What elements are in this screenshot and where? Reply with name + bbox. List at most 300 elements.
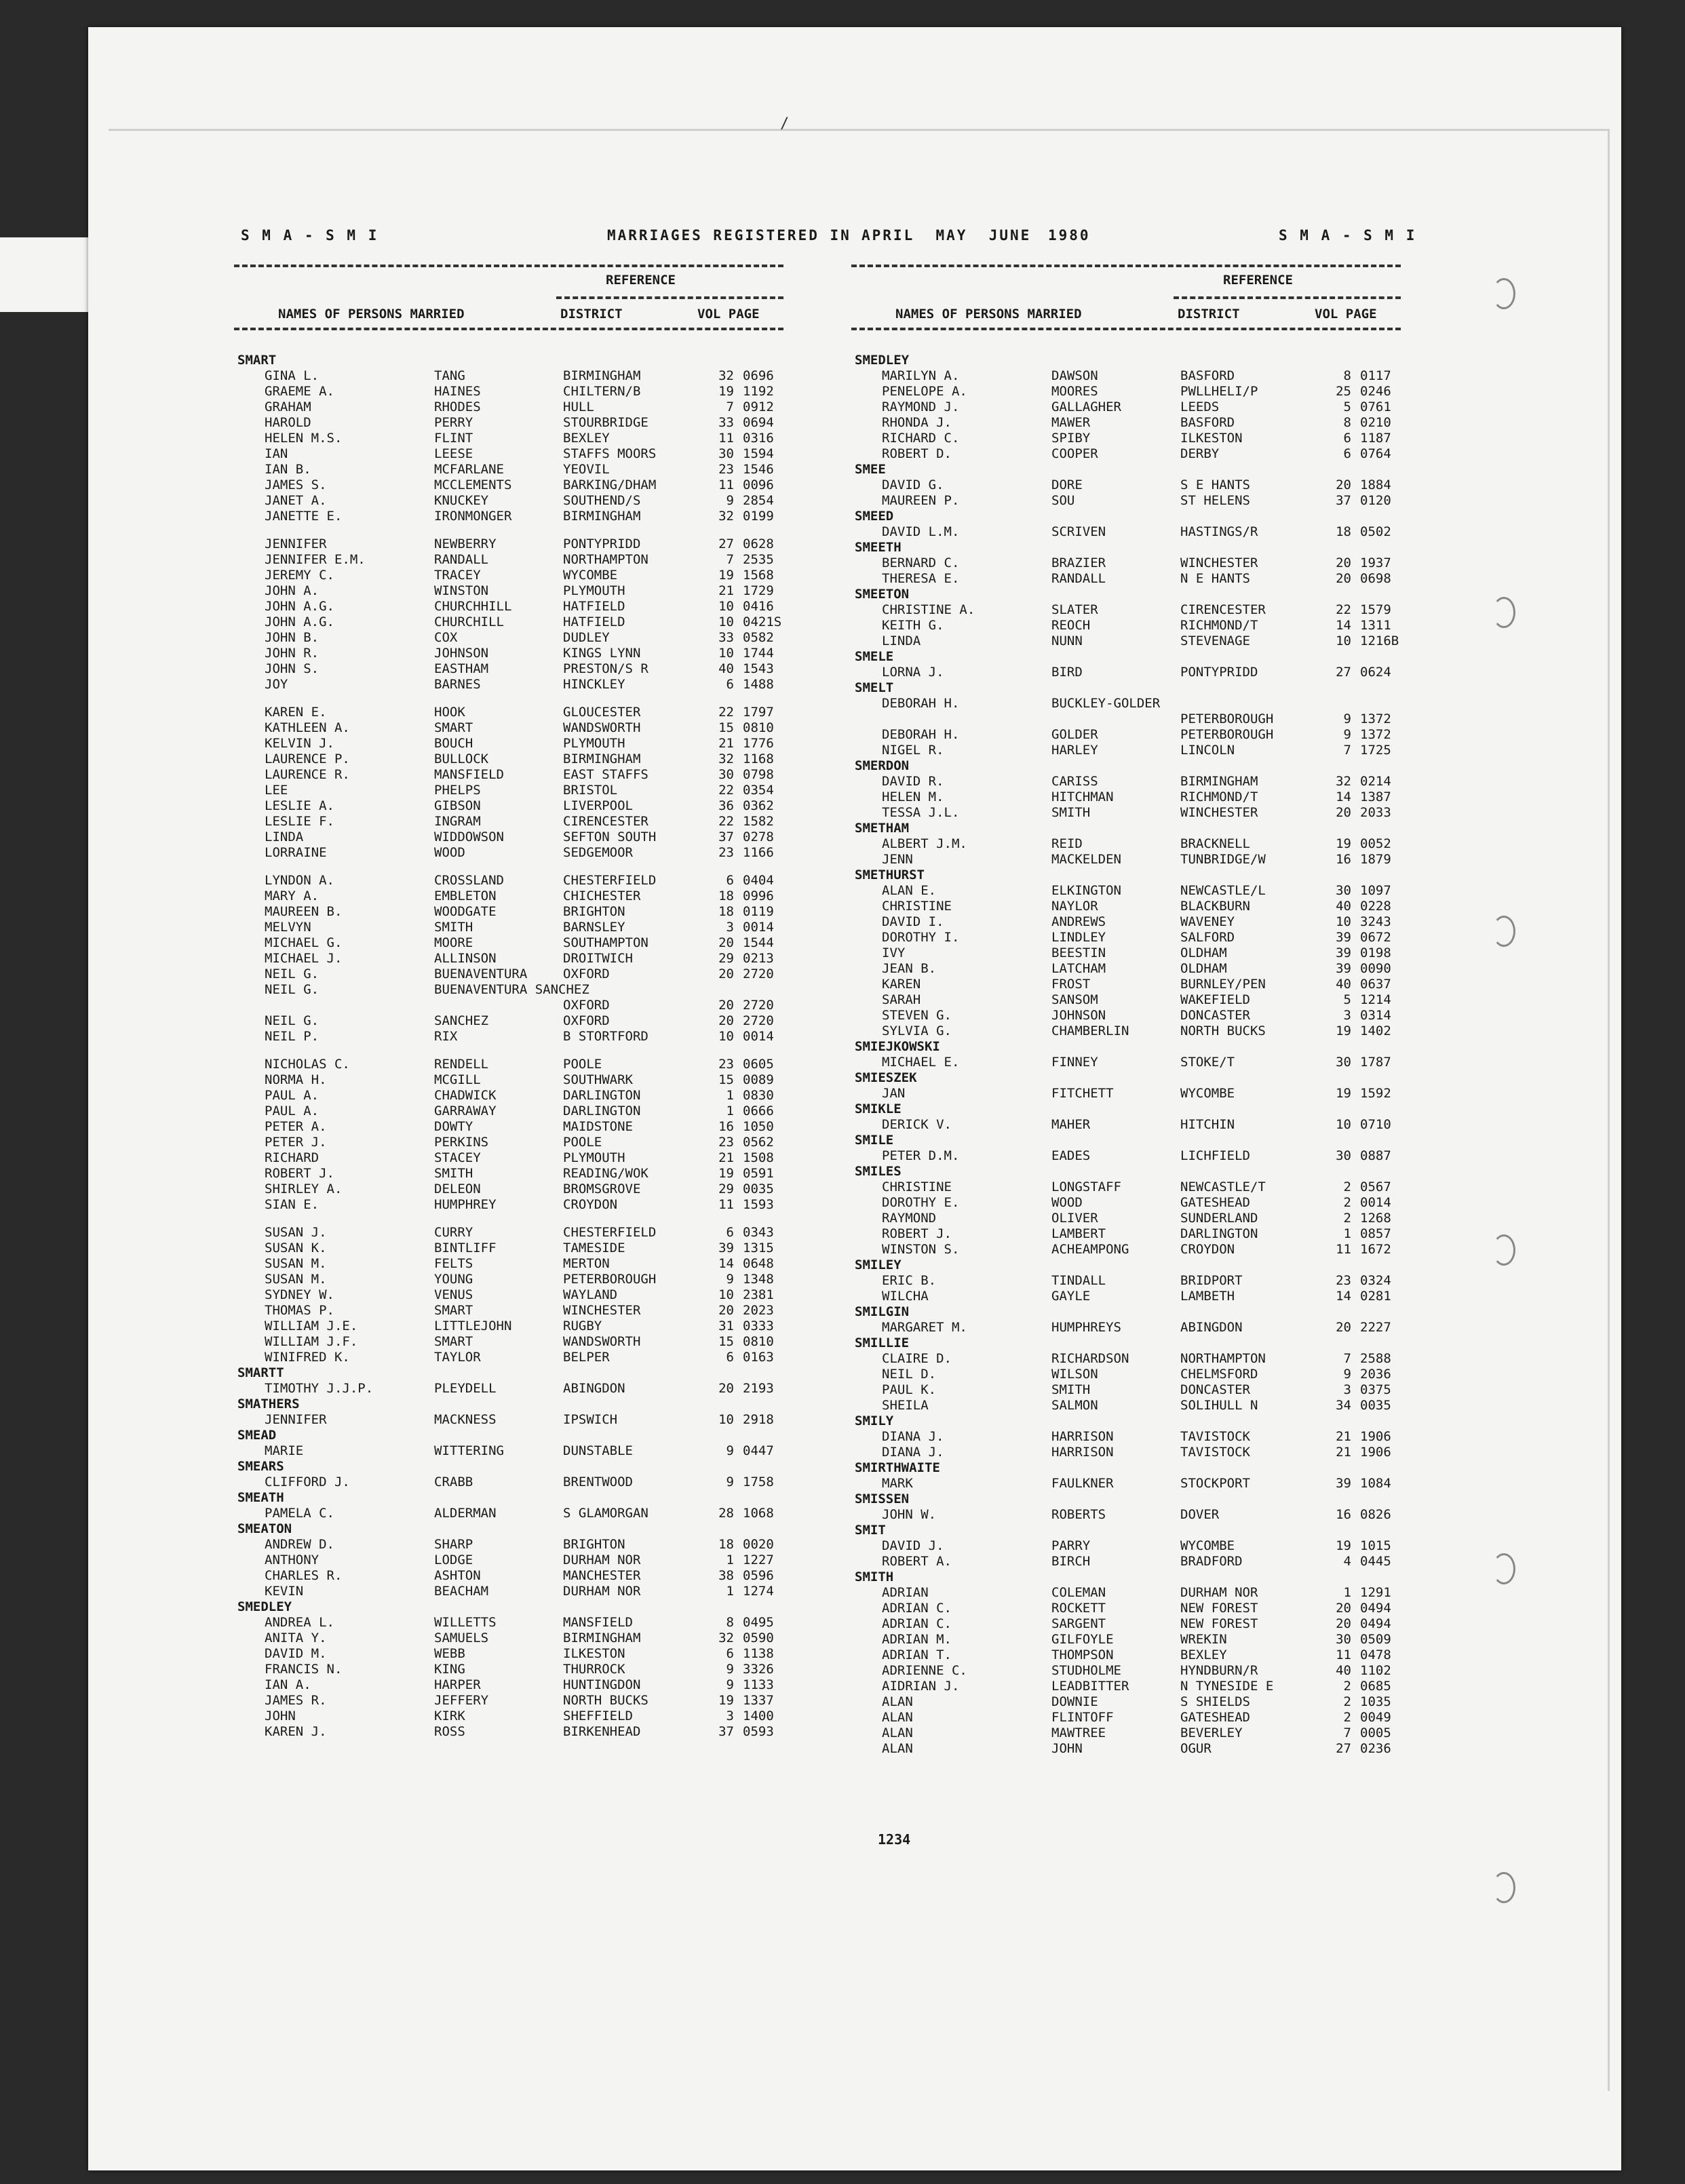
district: OXFORD [563,998,610,1013]
volume: 33 [718,630,734,645]
district: DARLINGTON [563,1104,641,1118]
spouse-surname: THOMPSON [1051,1647,1114,1662]
spouse-surname: LAMBERT [1051,1226,1106,1241]
spouse-surname: YOUNG [434,1272,473,1287]
district: POOLE [563,1135,602,1150]
page: 1133 [743,1677,774,1692]
volume: 10 [718,615,734,629]
district: WYCOMBE [1180,1538,1235,1553]
volume: 14 [1336,618,1351,633]
district: HUNTINGDON [563,1677,641,1692]
volume: 7 [1343,1725,1351,1740]
district: BEXLEY [563,431,610,446]
district: BARKING/DHAM [563,477,657,492]
spouse-surname: LEADBITTER [1051,1679,1129,1694]
given-names: ANDREW D. [265,1537,334,1552]
volume: 10 [1336,914,1351,929]
district: GLOUCESTER [563,705,641,720]
given-names: JAMES S. [265,477,327,492]
volume: 19 [718,568,734,583]
page: 2918 [743,1412,774,1427]
page: 1594 [743,446,774,461]
district: BIRMINGHAM [563,752,641,766]
divider [234,328,783,330]
page: 0478 [1360,1647,1391,1662]
given-names: NEIL D. [882,1367,937,1382]
given-names: JAN [882,1086,906,1101]
spouse-surname: WITTERING [434,1443,504,1458]
page: 1758 [743,1475,774,1489]
district: LIVERPOOL [563,798,633,813]
page: 1906 [1360,1429,1391,1444]
volume: 29 [718,1182,734,1196]
page: 0119 [743,904,774,919]
given-names: DEBORAH H. [882,727,960,742]
page: 1192 [743,384,774,399]
spouse-surname: RHODES [434,399,481,414]
page: 2720 [743,1013,774,1028]
binder-hole-icon [1492,1234,1515,1266]
spouse-surname: WILSON [1051,1367,1098,1382]
given-names: JENN [882,852,913,867]
spouse-surname: HUMPHREY [434,1197,497,1212]
page: 1546 [743,462,774,477]
surname: SMART [237,353,277,368]
spouse-surname: MAHER [1051,1117,1091,1132]
district: B STORTFORD [563,1029,648,1044]
district: EAST STAFFS [563,767,648,782]
volume: 6 [726,1646,734,1661]
given-names: SUSAN K. [265,1241,327,1255]
given-names: KELVIN J. [265,736,334,751]
given-names: SIAN E. [265,1197,319,1212]
volume: 39 [718,1241,734,1255]
volume: 8 [1343,368,1351,383]
spouse-surname: NEWBERRY [434,537,497,551]
given-names: JOHN S. [265,661,319,676]
given-names: KAREN J. [265,1724,327,1739]
volume: 19 [1336,1538,1351,1553]
page: 0694 [743,415,774,430]
page: 0421S [743,615,782,629]
district: LEEDS [1180,399,1220,414]
surname: SMITH [855,1569,894,1584]
surname: SMEDLEY [237,1599,292,1614]
district: SOLIHULL N [1180,1398,1258,1413]
page: 2720 [743,998,774,1013]
given-names: MICHAEL G. [265,935,343,950]
page: 1906 [1360,1445,1391,1460]
given-names: WILLIAM J.E. [265,1319,358,1333]
volume: 9 [1343,1367,1351,1382]
volume: 11 [718,431,734,446]
volume: 6 [726,1225,734,1240]
given-names: LINDA [882,633,921,648]
volume: 23 [718,1057,734,1072]
volume: 15 [718,1334,734,1349]
volume: 20 [718,998,734,1013]
spouse-surname: CURRY [434,1225,473,1240]
given-names: PENELOPE A. [882,384,967,399]
spouse-surname: LONGSTAFF [1051,1179,1121,1194]
given-names: MARGARET M. [882,1320,967,1335]
given-names: ANTHONY [265,1553,319,1567]
district: BIRMINGHAM [1180,774,1258,789]
volume: 14 [1336,789,1351,804]
divider [556,296,783,299]
page: 1879 [1360,852,1391,867]
given-names: KATHLEEN A. [265,720,350,735]
volume: 29 [718,951,734,966]
page: 0810 [743,1334,774,1349]
page: 3243 [1360,914,1391,929]
given-names: IAN A. [265,1677,311,1692]
district: SHEFFIELD [563,1709,633,1723]
district: OLDHAM [1180,945,1227,960]
spouse-surname: NAYLOR [1051,899,1098,914]
page: 0637 [1360,977,1391,992]
spouse-surname: HARRISON [1051,1429,1114,1444]
spouse-surname: BUENAVENTURA [434,967,528,981]
district: OXFORD [563,967,610,981]
page: 0445 [1360,1554,1391,1569]
volume: 22 [1336,602,1351,617]
page: 1138 [743,1646,774,1661]
given-names: MARIE [265,1443,304,1458]
district: PETERBOROUGH [1180,727,1274,742]
given-names: NICHOLAS C. [265,1057,350,1072]
district: S GLAMORGAN [563,1506,648,1521]
volume: 30 [1336,883,1351,898]
given-names: MELVYN [265,920,311,935]
page: 2535 [743,552,774,567]
page: 0605 [743,1057,774,1072]
given-names: LEE [265,783,288,798]
given-names: JOY [265,677,288,692]
district: PLYMOUTH [563,736,625,751]
given-names: KAREN [882,977,921,992]
volume: 23 [718,462,734,477]
spouse-surname: FITCHETT [1051,1086,1114,1101]
volume: 9 [726,1677,734,1692]
page: 0826 [1360,1507,1391,1522]
page: 1579 [1360,602,1391,617]
given-names: DIANA J. [882,1445,944,1460]
page: 1776 [743,736,774,751]
given-names: NIGEL R. [882,743,944,758]
binder-hole-icon [1492,597,1515,628]
page: 0199 [743,509,774,524]
district: SOUTHEND/S [563,493,641,508]
spouse-surname: MAWTREE [1051,1725,1106,1740]
district: PETERBOROUGH [563,1272,657,1287]
district: PONTYPRIDD [563,537,641,551]
given-names: ADRIAN C. [882,1616,952,1631]
district: STOKE/T [1180,1055,1235,1070]
spouse-surname: FELTS [434,1256,473,1271]
spouse-surname: COOPER [1051,446,1098,461]
page: 0362 [743,798,774,813]
district: DONCASTER [1180,1382,1250,1397]
given-names: KEVIN [265,1584,304,1599]
page: 0210 [1360,415,1391,430]
page: 1884 [1360,477,1391,492]
volume: 21 [718,1150,734,1165]
surname: SMEDLEY [855,353,910,368]
district: OGUR [1180,1741,1212,1756]
spouse-surname: REID [1051,836,1083,851]
district: HITCHIN [1180,1117,1235,1132]
volume: 40 [1336,899,1351,914]
given-names: BERNARD C. [882,555,960,570]
page: 1291 [1360,1585,1391,1600]
district: KINGS LYNN [563,646,641,661]
spouse-surname: PLEYDELL [434,1381,497,1396]
page: 0698 [1360,571,1391,586]
volume: 9 [726,1662,734,1677]
district: HINCKLEY [563,677,625,692]
spouse-surname: REOCH [1051,618,1091,633]
district: WINCHESTER [563,1303,641,1318]
district: IPSWICH [563,1412,618,1427]
district: CIRENCESTER [1180,602,1266,617]
given-names: GINA L. [265,368,319,383]
given-names: WINIFRED K. [265,1350,350,1365]
given-names: PETER J. [265,1135,327,1150]
page: 1372 [1360,727,1391,742]
page: 0035 [1360,1398,1391,1413]
given-names: ROBERT A. [882,1554,952,1569]
given-names: GRAHAM [265,399,311,414]
page: 0014 [1360,1195,1391,1210]
given-names: PAUL A. [265,1088,319,1103]
volume: 7 [726,399,734,414]
district: BRIGHTON [563,1537,625,1552]
page: 0354 [743,783,774,798]
page: 0509 [1360,1632,1391,1647]
page: 0316 [743,431,774,446]
surname: SMEATH [237,1490,284,1505]
district: DROITWICH [563,951,633,966]
district: DONCASTER [1180,1008,1250,1023]
surname: SMEATON [237,1521,292,1536]
spouse-surname: ALLINSON [434,951,497,966]
district: HATFIELD [563,615,625,629]
page: 0278 [743,830,774,844]
spouse-surname: FAULKNER [1051,1476,1114,1491]
district: TUNBRIDGE/W [1180,852,1266,867]
given-names: TIMOTHY J.J.P. [265,1381,374,1396]
page: 1372 [1360,711,1391,726]
district: BELPER [563,1350,610,1365]
given-names: PETER A. [265,1119,327,1134]
spouse-surname: BINTLIFF [434,1241,497,1255]
surname: SMILGIN [855,1304,910,1319]
page: 0228 [1360,899,1391,914]
header-right-code: S M A - S M I [1279,227,1417,243]
district: NORTH BUCKS [563,1693,648,1708]
given-names: IVY [882,945,906,960]
volume: 37 [718,830,734,844]
spouse-surname: DELEON [434,1182,481,1196]
page: 0672 [1360,930,1391,945]
given-names: ROBERT J. [882,1226,952,1241]
district: HULL [563,399,594,414]
spouse-surname: DOWNIE [1051,1694,1098,1709]
volume: 14 [1336,1289,1351,1304]
district: N E HANTS [1180,571,1250,586]
left-names-heading: NAMES OF PERSONS MARRIED [278,307,465,321]
given-names: SARAH [882,992,921,1007]
spouse-surname: IRONMONGER [434,509,512,524]
district: CHESTERFIELD [563,1225,657,1240]
spouse-surname: ROCKETT [1051,1601,1106,1616]
district: MANSFIELD [563,1615,633,1630]
volume: 19 [1336,836,1351,851]
surname: SMERDON [855,758,910,773]
volume: 30 [1336,1148,1351,1163]
district: STOURBRIDGE [563,415,648,430]
given-names: JAMES R. [265,1693,327,1708]
volume: 32 [1336,774,1351,789]
district: N TYNESIDE E [1180,1679,1274,1694]
page: 0214 [1360,774,1391,789]
spouse-surname: BIRD [1051,665,1083,680]
given-names: WINSTON S. [882,1242,960,1257]
right-names-heading: NAMES OF PERSONS MARRIED [895,307,1082,321]
spouse-surname: DORE [1051,477,1083,492]
district: CHICHESTER [563,889,641,903]
spouse-surname: BIRCH [1051,1554,1091,1569]
spouse-surname: TINDALL [1051,1273,1106,1288]
given-names: JOHN [265,1709,296,1723]
spouse-surname: SAMUELS [434,1631,489,1645]
district: HYNDBURN/R [1180,1663,1258,1678]
volume: 2 [1343,1694,1351,1709]
surname: SMEARS [237,1459,284,1474]
given-names: DOROTHY E. [882,1195,960,1210]
page: 1797 [743,705,774,720]
given-names: LYNDON A. [265,873,334,888]
volume: 40 [1336,1663,1351,1678]
district: BIRMINGHAM [563,368,641,383]
district: BIRMINGHAM [563,509,641,524]
district: CROYDON [1180,1242,1235,1257]
given-names: PAUL A. [265,1104,319,1118]
spouse-surname: MCFARLANE [434,462,504,477]
page: 0810 [743,720,774,735]
given-names: HAROLD [265,415,311,430]
surname: SMETHAM [855,821,910,836]
volume: 16 [718,1119,734,1134]
volume: 2 [1343,1679,1351,1694]
page: 1214 [1360,992,1391,1007]
volume: 22 [718,783,734,798]
page: 1593 [743,1197,774,1212]
spouse-surname: SALMON [1051,1398,1098,1413]
volume: 39 [1336,945,1351,960]
given-names: IAN B. [265,462,311,477]
given-names: ALAN [882,1710,913,1725]
given-names: DERICK V. [882,1117,952,1132]
volume: 19 [718,1166,734,1181]
page: 0857 [1360,1226,1391,1241]
district: NEWCASTLE/T [1180,1179,1266,1194]
given-names: DAVID J. [882,1538,944,1553]
volume: 21 [1336,1429,1351,1444]
spouse-surname: SANCHEZ [434,1013,489,1028]
spouse-surname: MCGILL [434,1072,481,1087]
page: 0593 [743,1724,774,1739]
district: GATESHEAD [1180,1710,1250,1725]
district: SOUTHAMPTON [563,935,648,950]
district: ST HELENS [1180,493,1250,508]
page: 2227 [1360,1320,1391,1335]
given-names: WILCHA [882,1289,929,1304]
spouse-surname: ROBERTS [1051,1507,1106,1522]
district: CHELMSFORD [1180,1367,1258,1382]
spouse-surname: KNUCKEY [434,493,489,508]
volume: 21 [718,736,734,751]
volume: 18 [718,904,734,919]
page: 1544 [743,935,774,950]
spouse-surname: LATCHAM [1051,961,1106,976]
district: BRISTOL [563,783,618,798]
spouse-surname: MOORE [434,935,473,950]
volume: 1 [726,1088,734,1103]
spouse-surname: SARGENT [1051,1616,1106,1631]
district: ILKESTON [563,1646,625,1661]
spouse-surname: MACKNESS [434,1412,497,1427]
volume: 19 [1336,1086,1351,1101]
given-names: JENNIFER [265,537,327,551]
volume: 21 [1336,1445,1351,1460]
spouse-surname: INGRAM [434,814,481,829]
page: 1068 [743,1506,774,1521]
volume: 34 [1336,1398,1351,1413]
spouse-surname: WOOD [434,845,465,860]
spouse-surname: CARISS [1051,774,1098,789]
surname: SMIRTHWAITE [855,1460,940,1475]
spouse-surname: RENDELL [434,1057,489,1072]
header-year: 1980 [1048,227,1091,243]
page: 1592 [1360,1086,1391,1101]
given-names: RICHARD C. [882,431,960,446]
district: NORTHAMPTON [563,552,648,567]
spouse-surname: OLIVER [1051,1211,1098,1226]
spouse-surname: SMART [434,720,473,735]
page: 0020 [743,1537,774,1552]
given-names: NORMA H. [265,1072,327,1087]
district: ILKESTON [1180,431,1243,446]
volume: 11 [1336,1242,1351,1257]
surname: SMARTT [237,1365,284,1380]
district: POOLE [563,1057,602,1072]
spouse-surname: CHADWICK [434,1088,497,1103]
given-names: MICHAEL E. [882,1055,960,1070]
volume: 9 [726,1443,734,1458]
given-names: LESLIE F. [265,814,334,829]
page: 1582 [743,814,774,829]
header-period: APRIL MAY JUNE [861,227,1032,243]
volume: 28 [718,1506,734,1521]
district: WANDSWORTH [563,1334,641,1349]
spouse-surname: SCRIVEN [1051,524,1106,539]
spouse-surname: FINNEY [1051,1055,1098,1070]
given-names: JANET A. [265,493,327,508]
volume: 25 [1336,384,1351,399]
page: 0014 [743,1029,774,1044]
